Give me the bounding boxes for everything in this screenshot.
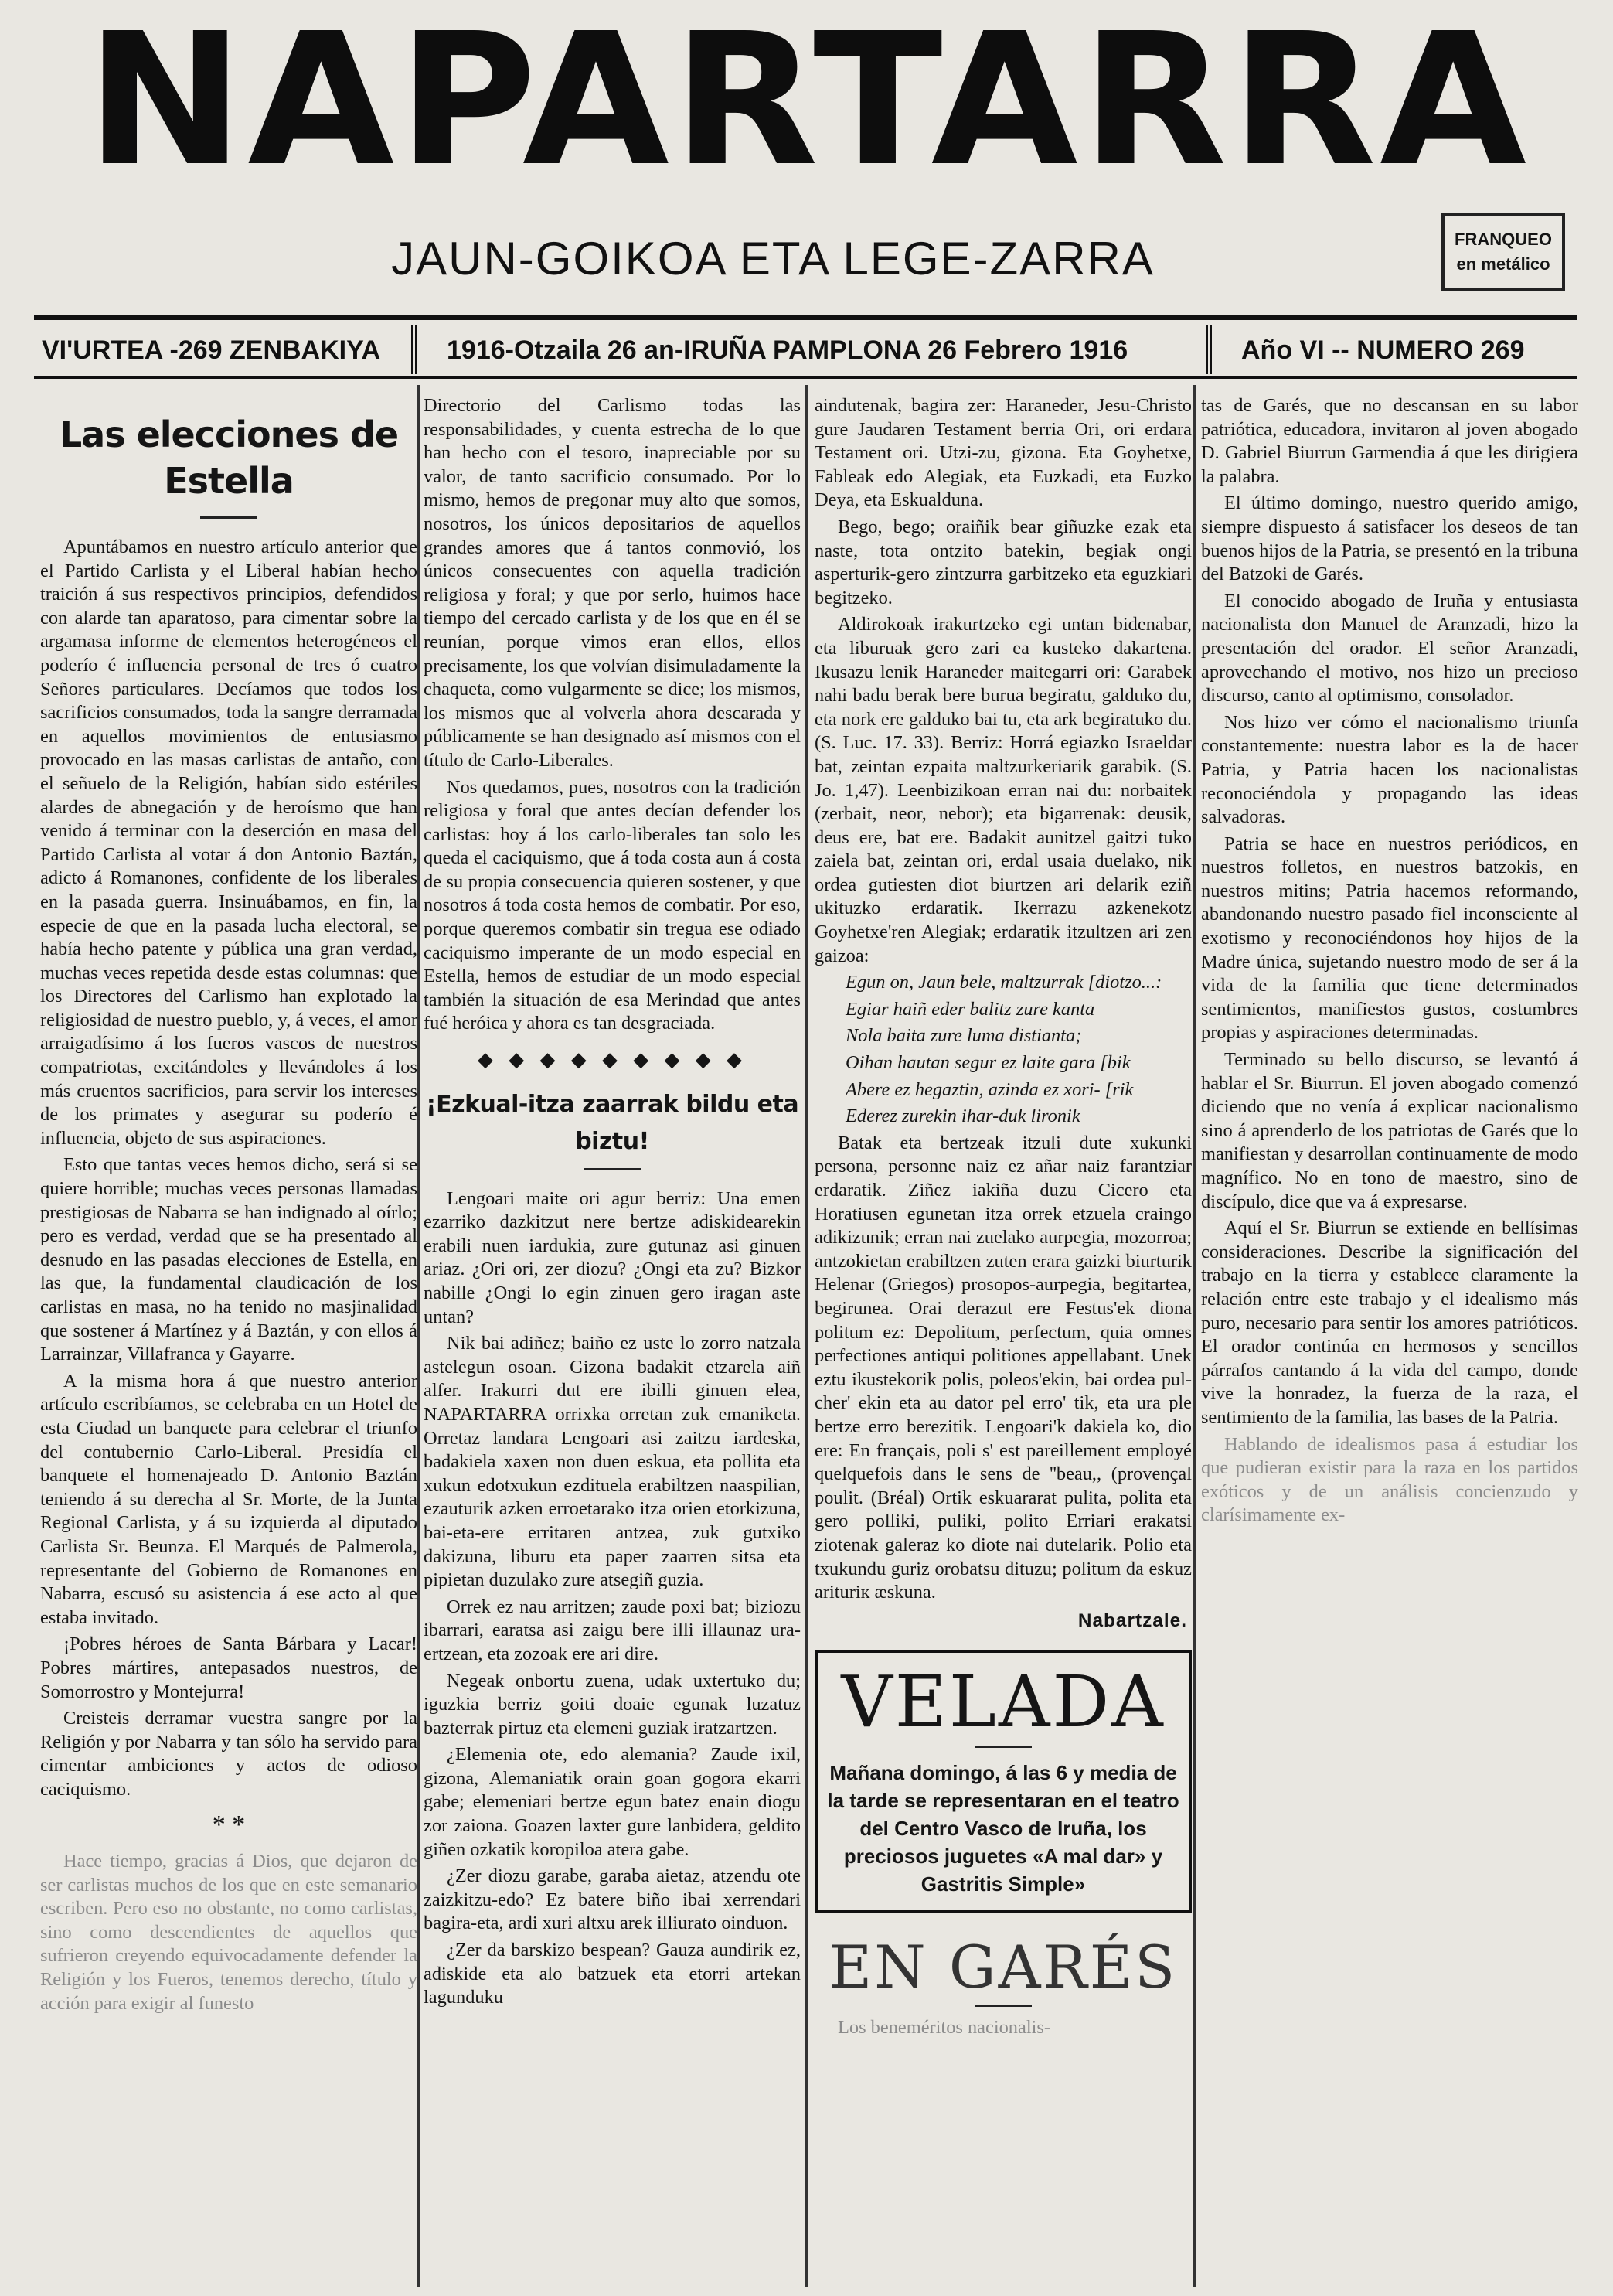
article-paragraph: Esto que tantas veces hemos dicho, será si se quiere horrible; muchas veces personas llamadas prestigiosas de Nabarra se han indignado al oírlo; pero es verdad, verdad que se ha presentado al desnudo en las pasadas elecciones de Estella, en las que, la fundamental claudicación de los carlistas en masa, no ha tenido no masjinalidad que sostener á Martínez y á Baztán, y con ellos á Larrainzar, Villafranca y Gayarre. [40,1154,417,1365]
column-4 [1201,394,1578,2288]
section-break: * * [212,1811,246,1840]
article-paragraph: Orrek ez nau arritzen; zaude poxi bat; biziozu ibarrari, earatsa asi zaigu bere illi illaunaz ura-ertzean, eta zozoak ere ari dire. [424,1596,801,1664]
article-paragraph: Nos quedamos, pues, nosotros con la tradición religiosa y foral que antes decían defender los carlistas: hoy á los carlo-liberales tan solo les queda el caciquismo, que á toda costa aun á costa de su propia consecuencia quieren sostener, y que nosotros á toda costa hemos de combatir. Por eso, porque queremos combatir sin tregua ese odiado caciquismo imperante de un modo especial en Estella, hemos de estudiar de un modo especial también la situación de esa Merindad que antes fué heróica y ahora es tan desgraciada. [424,776,801,1034]
headline-ezkual-itza: ¡Ezkual-itza zaarrak bildu eta biztu! [425,1090,799,1155]
verse-line: Ederez zurekin ihar-duk lironik [846,1105,1080,1127]
article-paragraph: Aquí el Sr. Biurrun se extiende en bellísimas consideraciones. Describe la significación del trabajo en la tierra y establece claramente la relación entre este trabajo y el idealismo más puro, necesario para sentir los amores patrióticos. El orador continúa en hermosos y sencillos párrafos cantando á la vida del campo, donde vive la honradez, la fuerza de la raza, el sentimiento de la familia, las bases de la Patria. [1201,1218,1578,1428]
column-2 [424,394,801,2288]
verse-line: Nola baita zure luma distianta; [846,1025,1082,1047]
article-paragraph: A la misma hora á que nuestro anterior artículo escribíamos, se celebraba en un Hotel de esta Ciudad un banquete para celebrar el triunfo del contubernio Carlo-Liberal. Presidía el banquete el homenajeado D. Antonio Baztán teniendo á su derecha al Sr. Morte, de la Junta Regional Carlista, y á su izquierda al diputado Carlista Sr. Beunza. El Marqués de Palmerola, representante del Gobierno de Romanones en Nabarra, escusó su asistencia á ese acto al que estaba invitado. [40,1370,417,1628]
article-paragraph: Aldirokoak irakurtzeko egi untan bidenabar, eta liburuak gero zari ea kusteko dakartena. Ikusazu lenik Haraneder maitegarri ori: Garabek nahi badu berak bere burua begiratu, galduko du, eta nork ere galduko bai tu, eta ark begiratuko du. (S. Luc. 17. 33). Berriz: Horrá egiazko Israeldar bat, zeintan ezpaita maltzurkeriarik garabik. (S. Jo. 1,47). Leenbizikoan erran nai du: norbaitek (zerbait, neor, nebor); eta bigarrenak: deusik, deus ere, bat ere. Badakit aunitzel gaitzi tuko zaiela bat, zeintan ori, erdal usaia duelako, nik ordea gutiesten diot biurtzen ari delarik eziñ ukituzko erdaratik. Ikerrazu azkenekotz Goyhetxe'ren Alegiak; erdaratik itzultzen ari zen gaizoa: [815,614,1192,966]
article-paragraph: Negeak onbortu zuena, udak uxtertuko du; iguzkia berriz goiti doaie egunak luzatuz bazterrak pirtuz eta elemeni guziak iratzartzen. [424,1670,801,1739]
ornament-divider: ◆ ◆ ◆ ◆ ◆ ◆ ◆ ◆ ◆ [477,1048,747,1072]
headline-en-gares: EN GARÉS [829,1933,1178,2002]
dateline-separator [411,325,417,374]
velada-title: VELADA [841,1661,1166,1744]
column-divider [1193,385,1196,2287]
dateline-right: Año VI -- NUMERO 269 [1241,336,1525,365]
article-paragraph: ¿Zer diozu garabe, garaba aietaz, atzendu ote zaizkitzu-edo? Ez batere biño ibai xerrendari bagira-eta, ardi xuri altxu arek illiurato oinduon. [424,1865,801,1934]
article-paragraph: Lengoari maite ori agur berriz: Una emen ezarriko dazkitzut nere bertze adiskidearekin erabili nuen iardukia, zure gutunaz asi ginuen ariaz. ¿Ori ori, zer diozu? ¿Ongi eta zu? Bizkor nabille ¿Ongi lo egin zinuen gero iragan aste untan? [424,1187,801,1327]
headline-elecciones: Las elecciones de Estella [59,414,399,502]
headline-dash [975,2005,1032,2007]
verse-line: Egun on, Jaun bele, maltzurrak [diotzo...: [846,972,1162,993]
verse-line: Abere ez hegaztin, azinda ez xori- [rik [846,1078,1134,1100]
article-paragraph: Hablando de idealismos pasa á estudiar los que pudieran existir para la raza en los partidos exóticos y de un análisis concienzudo y clarísimamente ex- [1201,1433,1578,1526]
masthead-title: NAPARTARRA [85,0,1530,206]
author-signature: Nabartzale. [1077,1610,1187,1631]
article-paragraph: Batak eta bertzeak itzuli dute xukunki persona, personne naiz ez añar naiz farantziar erdaratik. Ziñez iakiña duzu Cicero eta Horatiusen egunetan itza orrek etzuela craingo adikizunik; erran nai zuelako aurpegia, mozorroa; antzokietan erabiltzen zuten erara gaizki biurturik Helenar (Griegos) prosopos-aurpegia, begitartea, begirunea. Orai derazut ere Festus'ek diona politum ez: Depolitum, perfectum, quia omnes perfectiones antiqui politiones appellabant. Unek eztu ikustekorik polis, poleos'ekin, bai ordea pul-cher' ekin eta au dator pel erro' tik, eta ura ple bertze erro berezitik. Lengoari'k dakiela ko, dio ere: En français, poli s' est pareillement employé quelquefois dans le sens de ''beau,, (provençal poulit. (Bréal) Ortik eskuararat pulita, polita eta gero polliki, puliki, polito Erriari erakatsi ziotenak galeraz ko diote nai dutelarik. Polio eta txukundu guriz orobatsu dituzu; politum da eskuz arituriк æskuna. [815,1132,1192,1603]
masthead-subtitle: JAUN-GOIKOA ETA LEGE-ZARRA [391,233,1155,284]
dateline-left: VI'URTEA -269 ZENBAKIYA [42,336,381,365]
article-paragraph: Terminado su bello discurso, se levantó á hablar el Sr. Biurrun. El joven abogado comenzó diciendo que no venía á explicar nacionalismo sino á aprenderlo de los patriotas de Garés que lo manifiestan y desarrollan continuamente de modo magnífico. No en tono de maestro, sino de discípulo, dice que va á expresarse. [1201,1049,1578,1212]
bottom-rule [34,376,1577,379]
verse-line: Oihan hautan segur ez laite gara [bik [846,1052,1131,1074]
article-paragraph: ¿Zer da barskizo bespean? Gauza aundirik ez, adiskide eta alo batzuek eta etorri artekan lagunduku [424,1940,801,2008]
article-paragraph: Creisteis derramar vuestra sangre por la Religión y por Nabarra y tan sólo ha servido para cimentar ambiciones y actos de odioso caciquismo. [40,1708,417,1800]
article-paragraph: El conocido abogado de Iruña y entusiasta nacionalista don Manuel de Aranzadi, hizo la presentación del orador. El señor Aranzadi, aprovechando el motivo, nos hizo un precioso discurso, canto al optimismo, consolador. [1201,590,1578,707]
article-paragraph: El último domingo, nuestro querido amigo, siempre dispuesto á satisfacer los deseos de tan buenos hijos de la Patria, se presentó en la tribuna del Batzoki de Garés. [1201,492,1578,585]
dateline-center: 1916-Otzaila 26 an-IRUÑA PAMPLONA 26 Febrero 1916 [447,336,1128,365]
article-paragraph: Nik bai adiñez; baiño ez uste lo zorro natzala astelegun osoan. Gizona badakit etzarela aiñ alfer. Irakurri dut ere ibilli ginuen elea, NAPARTARRA orrixka orretan zuk emaniketa. Orretaz landara Lengoari asi zaitzu iardeska, badakiela xaxen non duen eskua, eta pollita eta xukun edotxukun ezdituela erabiltzen naaspilian, ezauturik azken erroetarako itza orien etorkizuna, bai-eta-ere erritaren antzea, zuk gutxiko dakizuna, liburu eta paper zaarren sitsa eta pipietan duzulako zure atsegiñ guzia. [424,1333,801,1591]
velada-notice [815,1650,1192,1913]
article-paragraph: Apuntábamos en nuestro artículo anterior que el Partido Carlista y el Liberal habían hecho traición á sus respectivos principios, defendidos con alarde tan aparatoso, para cimentar sobre la argamasa informe de elementos heterogéneos el poderío é influencia personal de tres ó cuatro Señores particulares. Decíamos que todos los sacrificios consumados, toda la sangre derramada en aquellos movimientos de entusiasmo provocado en las masas carlistas de antaño, con el señuelo de la Religión, habían sido estériles alardes de abnegación y de heroísmo que han venido á terminar con la deserción en masa del Partido Carlista al votar á don Antonio Baztán, adicto á Romanones, confidente de los liberales en la pasada guerra. Insinuábamos, en fin, la especie de que en la pasada lucha electoral, se había hecho patente y pública una gran verdad, muchas veces repetida desde estas columnas: que los Directores del Carlismo han explotado la religiosidad de nuestro pueblo, y, á veces, el amor arraigadísimo á los fueros vascos de nuestros compatriotas, excitándoles y llevándoles á los más cruentos sacrificios, para servir los intereses de los primates y asegurar su poderío é influencia, objeto de sus aspiraciones. [40,537,417,1149]
column-3 [815,394,1192,2288]
velada-text: Mañana domingo, á las 6 y media de la tarde se representaran en el teatro del Centro Vasco de Iruña, los preciosos juguetes «A mal dar» y Gastritis Simple» [827,1761,1179,1896]
headline-dash [584,1168,641,1170]
headline-dash [200,516,257,519]
article-paragraph: ¡Pobres héroes de Santa Bárbara y Lacar! Pobres mártires, antepasados nuestros, de Somorrostro y Montejurra! [40,1633,417,1702]
article-paragraph: tas de Garés, que no descansan en su labor patriótica, educadora, invitaron al joven abogado D. Gabriel Biurrun Garmendia á que les dirigiera la palabra. [1201,395,1578,487]
article-paragraph: Bego, bego; oraiñik bear giñuzke ezak eta naste, tota ontzito batekin, begiak ongi asperturik-gero zintzurra garbitzeko eta eguzkiari begitzeko. [815,516,1192,608]
article-paragraph-faded: Hace tiempo, gracias á Dios, que dejaron de ser carlistas muchos de los que en este semanario escriben. Pero eso no obstante, no como carlistas, sino como descendientes de aquellos que sufrieron creyendo equivocadamente defender la Religión y los Fueros, tenemos derecho, título y acción para exigir al funesto [40,1851,417,2014]
velada-dash [975,1746,1032,1748]
dateline-separator [1206,325,1212,374]
top-rule [34,315,1577,320]
article-paragraph: Patria se hace en nuestros periódicos, en nuestros folletos, en nuestros batzokis, en nuestros mitins; Patria hacemos reformando, abandonando nuestro pasado fiel inconsciente al exotismo y reconociéndonos hoy hijos de la Madre única, sujetando nuestro modo de ser á la vida de la familia que tiene determinados sentimientos, manifiestos gustos, costumbres propias y aspiraciones determinadas. [1201,833,1578,1044]
article-paragraph: Directorio del Carlismo todas las responsabilidades, y cuenta estrecha de lo que han hecho con el tesoro, inapreciable por su valor, de tanto sacrificio consumado. Por lo mismo, hemos de pregonar muy alto que somos, nosotros, los únicos depositarios de aquellos grandes amores que á tantos conmovió, los únicos consecuentes con aquella tradición religiosa y foral; y que por serlo, huimos hace tiempo del cercado carlista y de los que en él se reunían, porque vimos eran ellos, ellos precisamente, los que volvían disimuladamente la chaqueta, como vulgarmente se dice; los mismos, los mismos que al volverla ahora descarada y públicamente se han designado así mismos con el título de Carlo-Liberales. [424,395,801,771]
article-paragraph: ¿Elemenia ote, edo alemania? Zaude ixil, gizona, Alemaniatik orain goan gogora ekarri gabe; elemeniari bertze egun batez enain diogu zor zaiona. Goazen laxter gure lanbidera, geldito giñen ozkatik koropiloa atera gabe. [424,1744,801,1860]
column-1 [40,394,417,2288]
column-divider [805,385,808,2287]
verse-line: Egiar haiñ eder balitz zure kanta [846,998,1095,1020]
article-paragraph: Nos hizo ver cómo el nacionalismo triunfa constantemente: nuestra labor es la de hacer Patria, y Patria hacen los nacionalistas reconociéndola y propagando las ideas salvadoras. [1201,711,1578,828]
article-paragraph: aindutenak, bagira zer: Haraneder, Jesu-Christo gure Jaudaren Testament berria Ori, ori erdara Testament ori. Utzi-zu, gizona. Eta Goyhetxe, Fableak edo Alegiak, eta Euzkadi, eta Euzko Deya, eta Eskualduna. [815,395,1192,511]
column-divider [417,385,420,2287]
franqueo-stamp [1441,213,1565,291]
article-paragraph: Los beneméritos nacionalis- [838,2017,1050,2039]
franqueo-line2: en metálico [1456,254,1550,274]
franqueo-line1: FRANQUEO [1455,230,1552,249]
